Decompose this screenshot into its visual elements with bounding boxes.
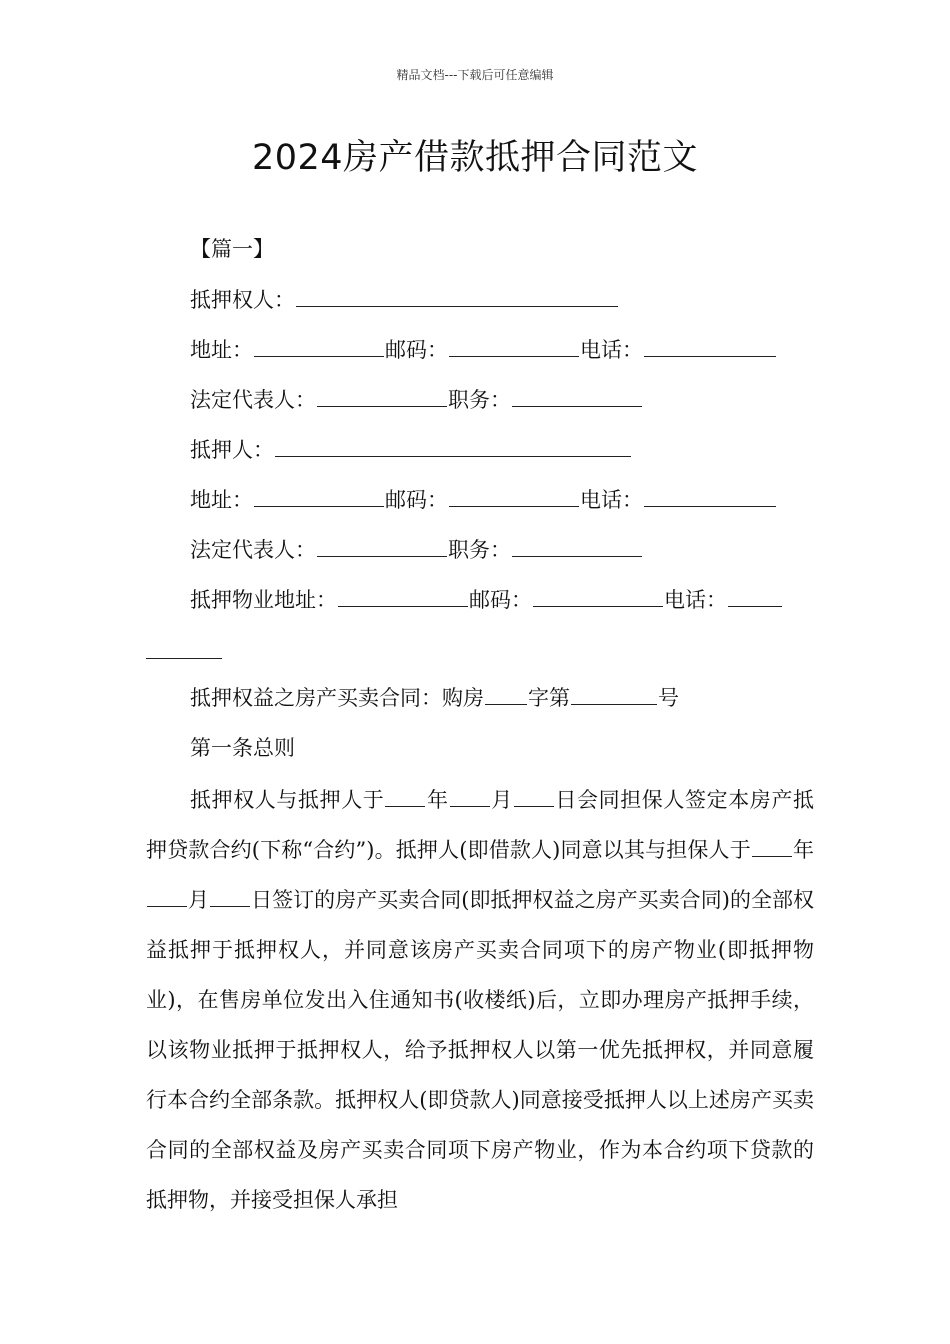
article-heading: 第一条总则	[190, 736, 295, 760]
mortgagee-rep-line	[190, 385, 643, 415]
position-blank	[512, 386, 642, 407]
contract-label: 抵押权益之房产买卖合同：购房	[190, 686, 484, 710]
phone-label: 电话：	[664, 588, 727, 612]
mortgagor-blank	[275, 436, 631, 457]
month-label: 月	[188, 888, 210, 912]
day-blank	[210, 888, 250, 907]
hao-label: 号	[658, 686, 679, 710]
phone-blank	[644, 486, 776, 507]
year-label: 年	[426, 788, 449, 812]
document-title: 2024房产借款抵押合同范文	[251, 138, 699, 178]
legal-rep-blank	[317, 536, 447, 557]
page-header: 精品文档---下载后可任意编辑	[396, 68, 554, 82]
legal-rep-label: 法定代表人：	[190, 388, 316, 412]
mortgagor-contact-line	[190, 485, 777, 515]
day-blank	[514, 788, 554, 807]
phone-blank	[644, 336, 776, 357]
property-address-label: 抵押物业地址：	[190, 588, 337, 612]
legal-rep-blank	[317, 386, 447, 407]
position-label: 职务：	[448, 538, 511, 562]
body-text: 日签订的房产买卖合同(即抵押权益之房产买卖合同)的全部权益抵押于抵押权人，并同意该房产买卖合同项下的房产物业(即抵押物业)，在售房单位发出入住通知书(收楼纸)后，立即办理房产抵押手续，以该物业抵押于抵押权人，给予抵押权人以第一优先抵押权，并同意履行本合约全部条款。抵押权人(即贷款人)同意接受抵押人以上述房产买卖合同的全部权益及房产买卖合同项下房产物业，作为本合约项下贷款的抵押物，并接受担保人承担	[146, 888, 814, 1212]
month-blank	[147, 888, 187, 907]
mortgagor-line	[190, 435, 632, 465]
mortgagee-label: 抵押权人：	[190, 288, 295, 312]
postcode-label: 邮码：	[385, 488, 448, 512]
phone-blank-continued	[146, 658, 222, 659]
property-address-blank	[338, 586, 468, 607]
zi-di-label: 字第	[528, 686, 570, 710]
phone-label: 电话：	[580, 488, 643, 512]
phone-label: 电话：	[580, 338, 643, 362]
contract-number-blank	[571, 684, 657, 705]
property-address-line	[190, 585, 783, 615]
postcode-blank	[533, 586, 663, 607]
year-blank	[385, 788, 425, 807]
body-text: 日会同担保人签定本房产抵押贷款合约(下称“合约”)。抵押人(即借款人)同意以其与担保人于	[146, 788, 815, 862]
mortgagor-rep-line	[190, 535, 643, 565]
month-blank	[450, 788, 490, 807]
address-blank	[254, 336, 384, 357]
contract-prefix-blank	[485, 684, 527, 705]
mortgagee-blank	[296, 286, 618, 307]
body-text: 抵押权人与抵押人于	[190, 788, 385, 812]
year-label: 年	[792, 838, 814, 862]
postcode-label: 邮码：	[469, 588, 532, 612]
address-blank	[254, 486, 384, 507]
postcode-label: 邮码：	[385, 338, 448, 362]
mortgagee-contact-line	[190, 335, 777, 365]
mortgagor-label: 抵押人：	[190, 438, 274, 462]
mortgagee-line	[190, 285, 619, 315]
postcode-blank	[449, 336, 579, 357]
section-label: 【篇一】	[190, 237, 274, 261]
year-blank	[752, 838, 792, 857]
contract-line	[190, 683, 679, 713]
address-label: 地址：	[190, 338, 253, 362]
article-body	[146, 775, 814, 1225]
postcode-blank	[449, 486, 579, 507]
month-label: 月	[490, 788, 513, 812]
phone-blank	[728, 586, 782, 607]
legal-rep-label: 法定代表人：	[190, 538, 316, 562]
position-blank	[512, 536, 642, 557]
position-label: 职务：	[448, 388, 511, 412]
address-label: 地址：	[190, 488, 253, 512]
